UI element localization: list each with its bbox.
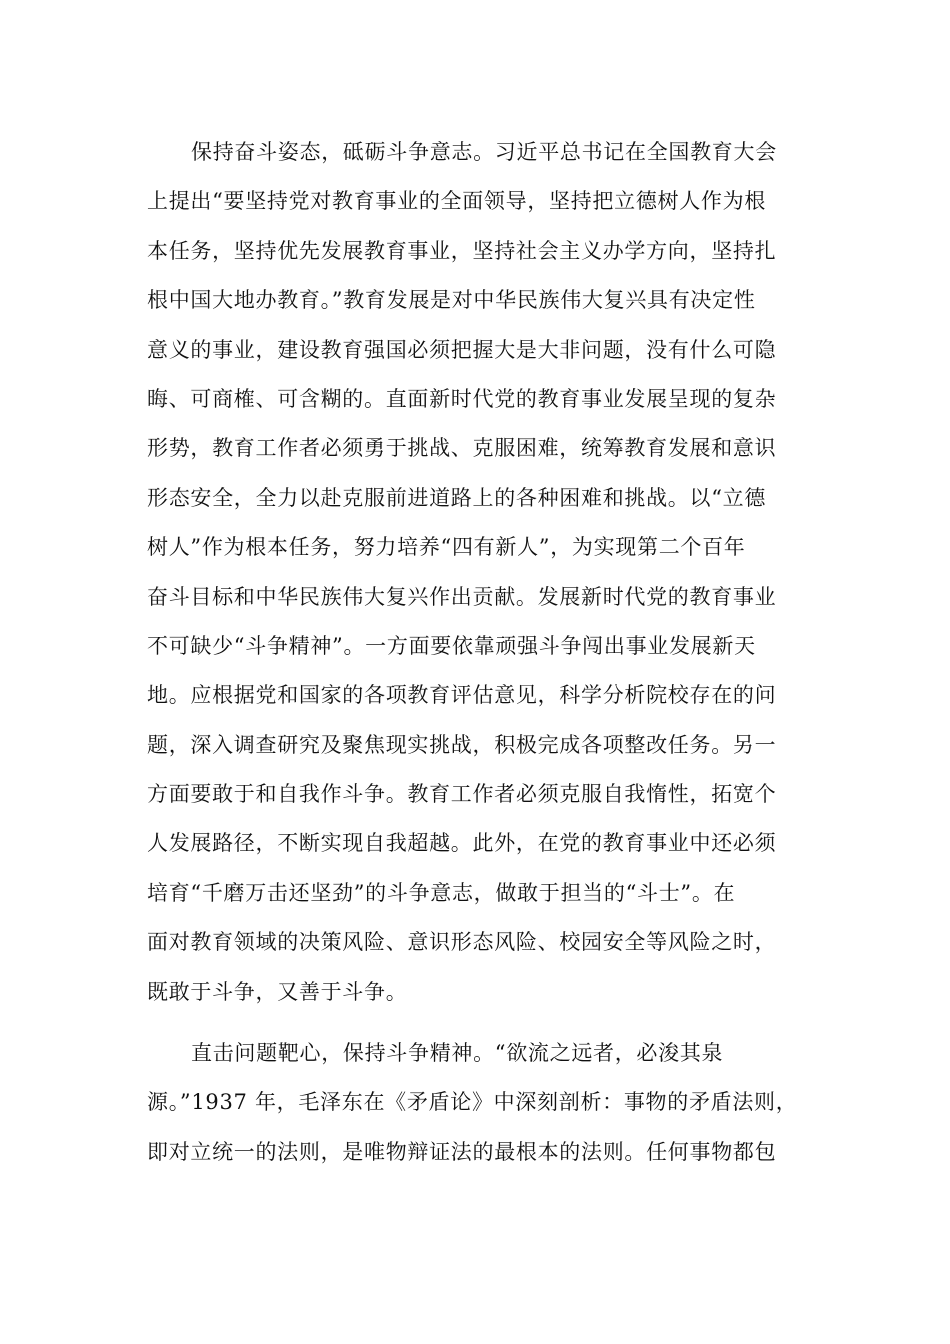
text-line: 本任务，坚持优先发展教育事业，坚持社会主义办学方向，坚持扎 [147, 238, 777, 263]
document-body [147, 128, 797, 1177]
text-line: 奋斗目标和中华民族伟大复兴作出贡献。发展新时代党的教育事业 [147, 584, 777, 609]
paragraph-problem-target [147, 1029, 797, 1177]
text-line: 既敢于斗争，又善于斗争。 [147, 979, 408, 1004]
text-line: 源。”1937 年，毛泽东在《矛盾论》中深刻剖析：事物的矛盾法则， [147, 1090, 798, 1115]
text-line: 题，深入调查研究及聚焦现实挑战，积极完成各项整改任务。另一 [147, 732, 777, 757]
text-line: 面对教育领域的决策风险、意识形态风险、校园安全等风险之时， [147, 930, 777, 955]
text-line: 根中国大地办教育。”教育发展是对中华民族伟大复兴具有决定性 [147, 288, 756, 313]
text-line: 方面要敢于和自我作斗争。教育工作者必须克服自我惰性，拓宽个 [147, 782, 777, 807]
text-line: 树人”作为根本任务，努力培养“四有新人”，为实现第二个百年 [147, 535, 746, 560]
text-line: 保持奋斗姿态，砥砺斗争意志。习近平总书记在全国教育大会 [191, 140, 777, 164]
text-line: 直击问题靶心，保持斗争精神。“欲流之远者，必浚其泉 [191, 1041, 724, 1066]
paragraph-struggle-will [147, 128, 797, 1017]
text-line: 地。应根据党和国家的各项教育评估意见，科学分析院校存在的问 [147, 683, 777, 708]
text-line: 晦、可商榷、可含糊的。直面新时代党的教育事业发展呈现的复杂 [147, 386, 777, 411]
text-line: 意义的事业，建设教育强国必须把握大是大非问题，没有什么可隐 [147, 337, 777, 362]
text-line: 人发展路径，不断实现自我超越。此外，在党的教育事业中还必须 [147, 831, 777, 856]
text-line: 培育“千磨万击还坚劲”的斗争意志，做敢于担当的“斗士”。在 [147, 880, 736, 905]
paragraph-spacer [147, 1017, 797, 1029]
text-line: 形态安全，全力以赴克服前进道路上的各种困难和挑战。以“立德 [147, 485, 767, 510]
text-line: 不可缺少“斗争精神”。一方面要依靠顽强斗争闯出事业发展新天 [147, 633, 756, 658]
text-line: 形势，教育工作者必须勇于挑战、克服困难，统筹教育发展和意识 [147, 436, 777, 461]
text-line: 即对立统一的法则，是唯物辩证法的最根本的法则。任何事物都包 [147, 1139, 777, 1164]
text-line: 上提出“要坚持党对教育事业的全面领导，坚持把立德树人作为根 [147, 189, 767, 214]
